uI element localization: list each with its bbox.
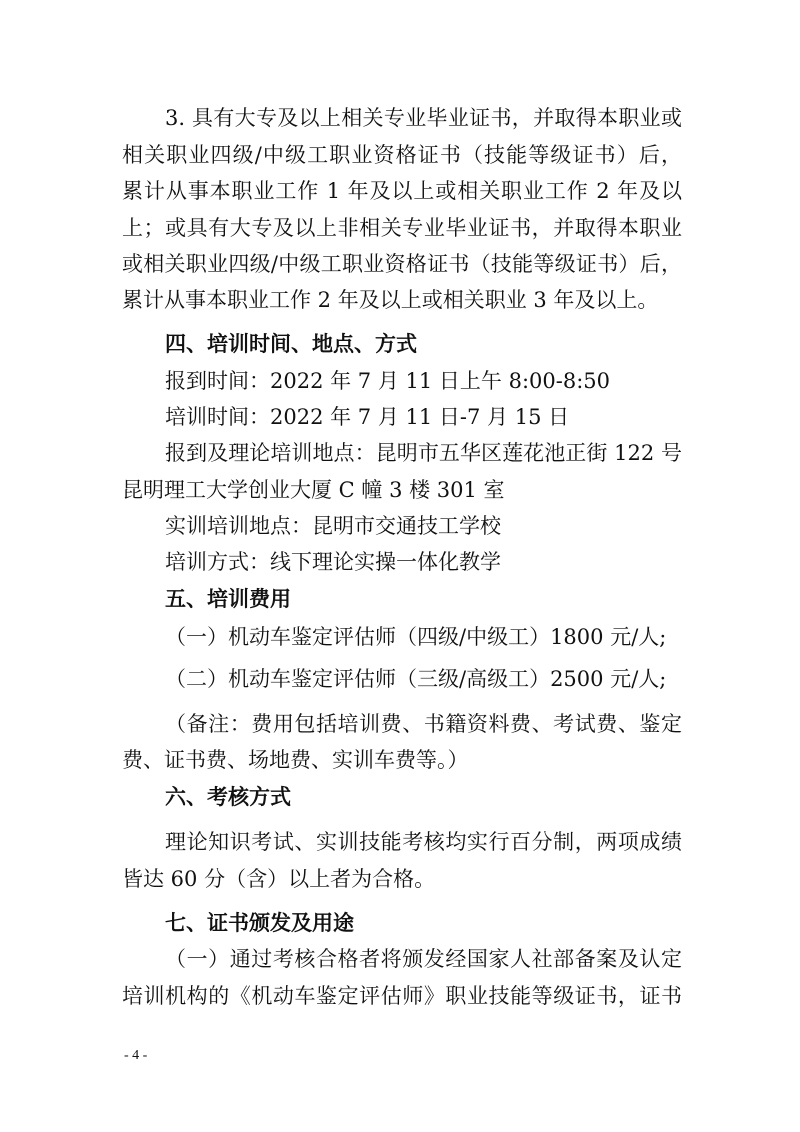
para-line: 费、证书费、场地费、实训车费等。） bbox=[122, 748, 469, 772]
section-heading: 七、证书颁发及用途 bbox=[165, 910, 354, 935]
section-heading: 六、考核方式 bbox=[165, 784, 291, 809]
page-number: - 4 - bbox=[124, 1048, 148, 1063]
para-line: 相关职业四级/中级工职业资格证书（技能等级证书）后， bbox=[122, 143, 682, 167]
para-line: 昆明理工大学创业大厦 C 幢 3 楼 301 室 bbox=[122, 478, 505, 502]
para-line: 培训方式：线下理论实操一体化教学 bbox=[165, 550, 501, 574]
para-line: 培训时间：2022 年 7 月 11 日-7 月 15 日 bbox=[165, 405, 570, 429]
para-line: 皆达 60 分（含）以上者为合格。 bbox=[122, 867, 436, 891]
para-line: 理论知识考试、实训技能考核均实行百分制，两项成绩 bbox=[165, 830, 682, 854]
section-heading: 五、培训费用 bbox=[165, 586, 291, 611]
para-line: 报到及理论培训地点：昆明市五华区莲花池正街 122 号 bbox=[165, 441, 682, 465]
para-line: 或相关职业四级/中级工职业资格证书（技能等级证书）后， bbox=[122, 252, 682, 276]
para-line: 累计从事本职业工作 2 年及以上或相关职业 3 年及以上。 bbox=[122, 288, 659, 312]
para-line: 实训培训地点：昆明市交通技工学校 bbox=[165, 514, 501, 538]
para-line: 培训机构的《机动车鉴定评估师》职业技能等级证书，证书 bbox=[122, 984, 682, 1008]
para-line: 报到时间：2022 年 7 月 11 日上午 8:00-8:50 bbox=[165, 369, 610, 393]
para-line: （一）机动车鉴定评估师（四级/中级工）1800 元/人; bbox=[165, 625, 667, 649]
section-heading: 四、培训时间、地点、方式 bbox=[165, 331, 417, 356]
para-line: （二）机动车鉴定评估师（三级/高级工）2500 元/人; bbox=[165, 667, 667, 691]
para-line: 累计从事本职业工作 1 年及以上或相关职业工作 2 年及以 bbox=[122, 179, 682, 203]
para-line: （备注：费用包括培训费、书籍资料费、考试费、鉴定 bbox=[165, 712, 682, 736]
para-line: 上；或具有大专及以上非相关专业毕业证书，并取得本职业 bbox=[122, 216, 682, 240]
para-line: 3. 具有大专及以上相关专业毕业证书，并取得本职业或 bbox=[165, 106, 682, 130]
para-line: （一）通过考核合格者将颁发经国家人社部备案及认定 bbox=[165, 947, 682, 971]
